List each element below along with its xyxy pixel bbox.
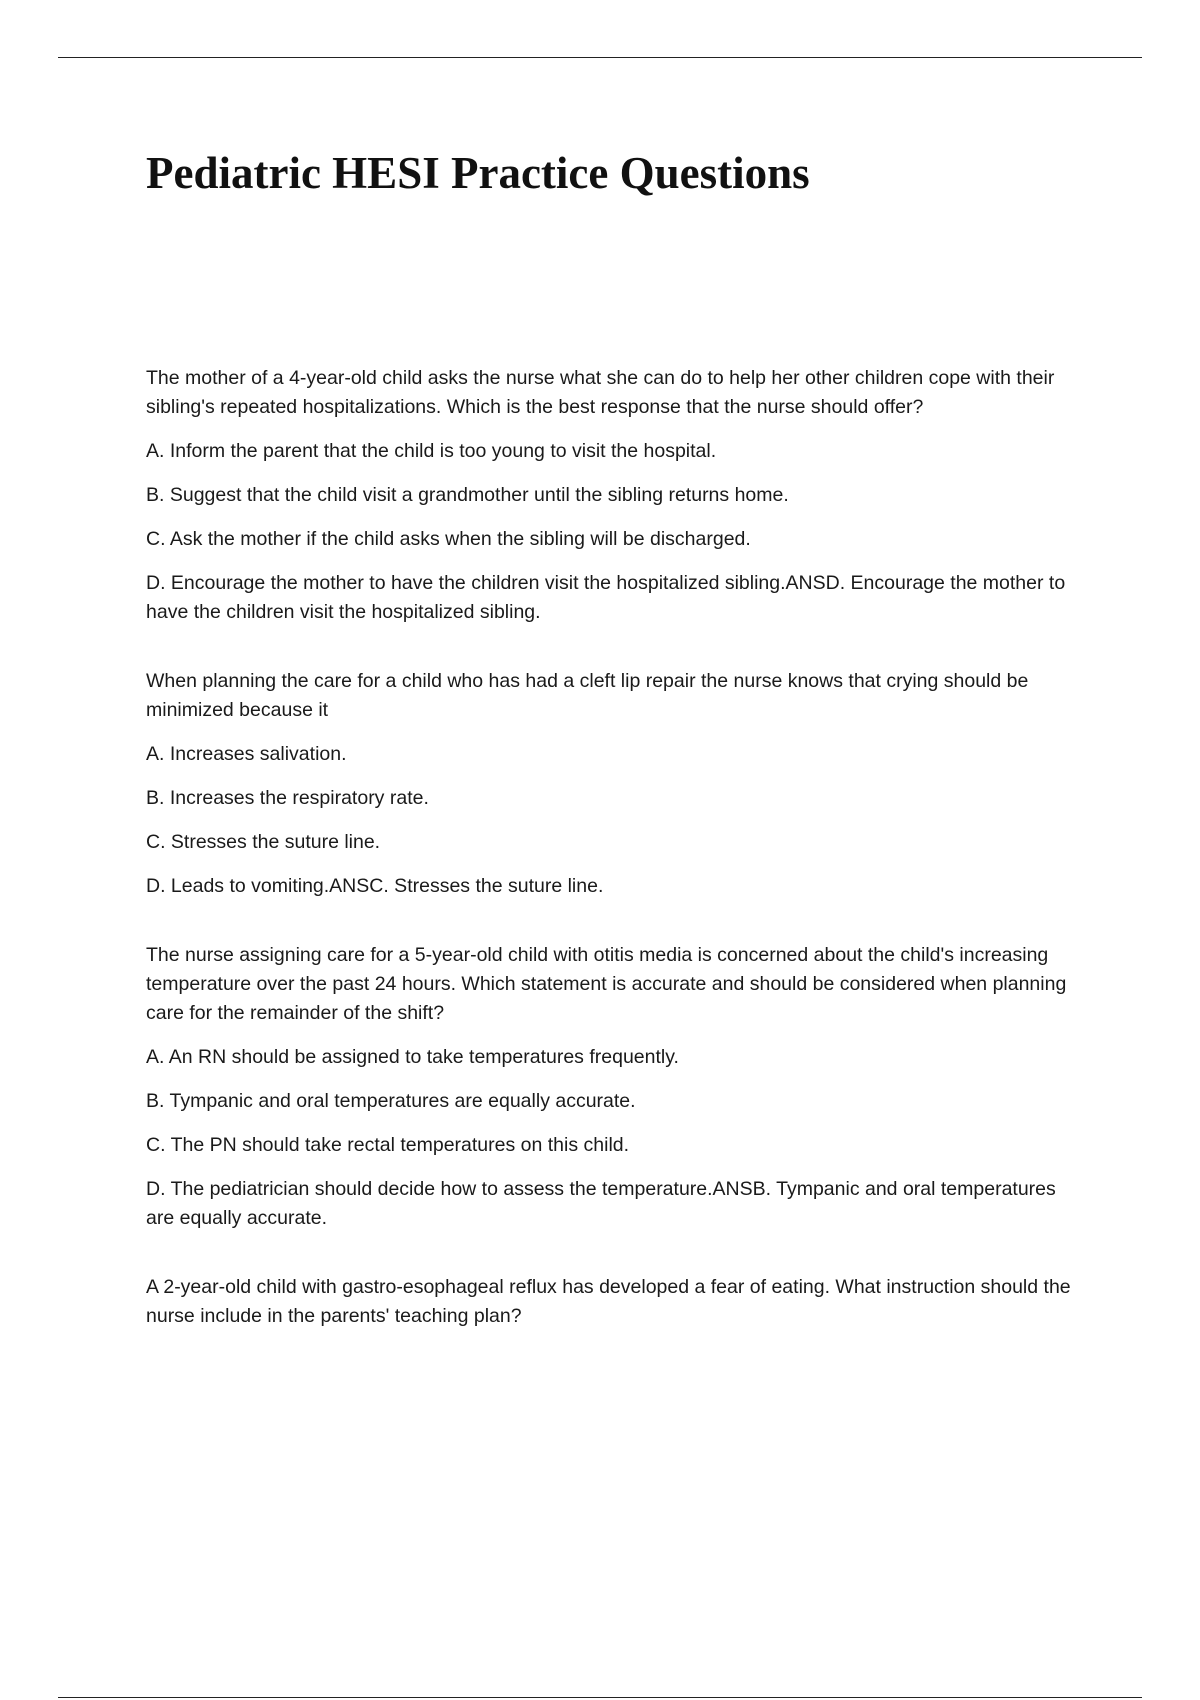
option-b: B. Suggest that the child visit a grandmother until the sibling returns home. (146, 484, 789, 506)
question-4 (146, 1273, 1088, 1331)
question-text: The nurse assigning care for a 5-year-old child with otitis media is concerned about the child's increasing temperature over the past 24 hours. Which statement is accurate and should be considered when planning care for the remainder of the shift? (146, 944, 1067, 1024)
bottom-rule (58, 1697, 1142, 1698)
option-a: A. Increases salivation. (146, 743, 347, 765)
option-b: B. Tympanic and oral temperatures are equally accurate. (146, 1090, 636, 1112)
question-list (146, 364, 1088, 1346)
option-a: A. An RN should be assigned to take temperatures frequently. (146, 1046, 679, 1068)
option-c: C. Ask the mother if the child asks when the sibling will be discharged. (146, 528, 751, 550)
question-3 (146, 941, 1088, 1233)
option-c: C. Stresses the suture line. (146, 831, 381, 853)
question-text: The mother of a 4-year-old child asks the nurse what she can do to help her other children cope with their sibling's repeated hospitalizations. Which is the best response that the nurse should offer? (146, 367, 1055, 418)
question-text: A 2-year-old child with gastro-esophageal reflux has developed a fear of eating. What instruction should the nurse include in the parents' teaching plan? (146, 1276, 1071, 1327)
question-2 (146, 667, 1088, 901)
option-d-with-answer: D. Leads to vomiting.ANSC. Stresses the suture line. (146, 875, 604, 897)
option-c: C. The PN should take rectal temperatures on this child. (146, 1134, 630, 1156)
option-b: B. Increases the respiratory rate. (146, 787, 429, 809)
question-1 (146, 364, 1088, 627)
top-rule (58, 57, 1142, 58)
option-a: A. Inform the parent that the child is too young to visit the hospital. (146, 440, 717, 462)
option-d-with-answer: D. The pediatrician should decide how to assess the temperature.ANSB. Tympanic and oral temperatures are equally accurate. (146, 1178, 1056, 1229)
page-title: Pediatric HESI Practice Questions (146, 148, 810, 198)
option-d-with-answer: D. Encourage the mother to have the children visit the hospitalized sibling.ANSD. Encourage the mother to have the children visit the hospitalized sibling. (146, 572, 1066, 623)
question-text: When planning the care for a child who has had a cleft lip repair the nurse knows that crying should be minimized because it (146, 670, 1029, 721)
